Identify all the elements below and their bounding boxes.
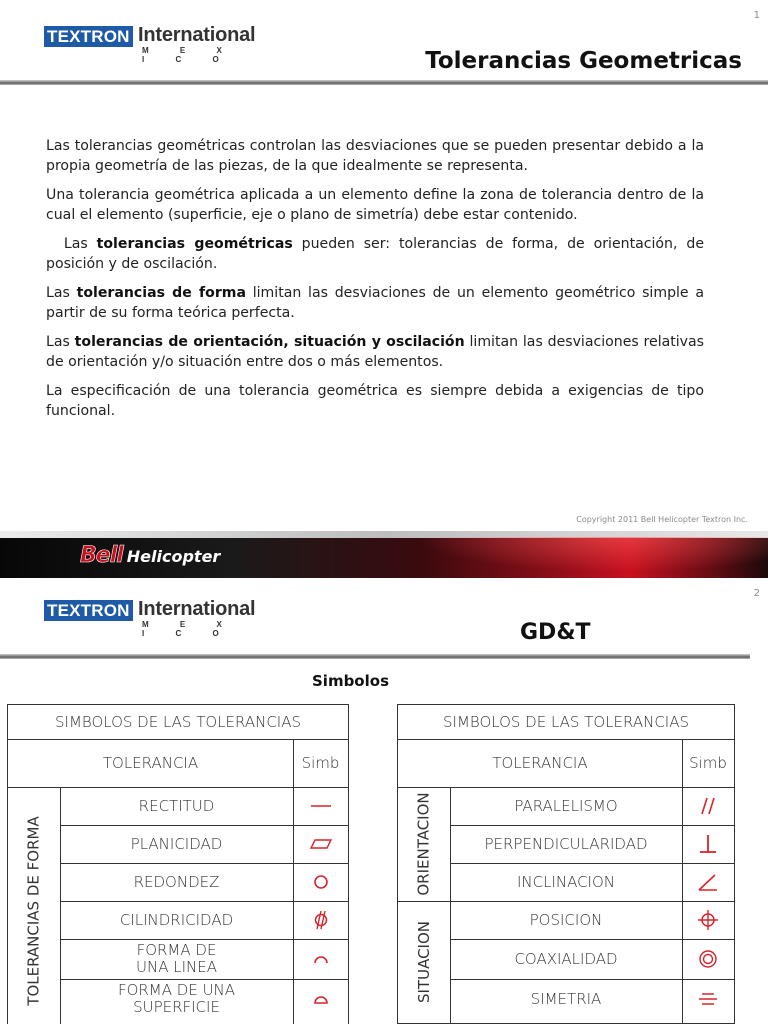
bell-helicopter-logo [80,543,220,568]
textron-wordmark: TEXTRON [44,600,133,621]
flatness-icon [293,825,348,863]
concentricity-icon [682,939,734,979]
textron-international-logo [44,24,258,64]
surface-profile-icon [293,979,348,1019]
table-header: SIMBOLOS DE LAS TOLERANCIAS [55,713,301,731]
orientation-location-tolerances-table [397,704,735,1024]
textron-wordmark: TEXTRON [44,26,133,47]
paragraph: Las tolerancias de orientación, situación y oscilación limitan las desviaciones relativas de orientación y/o situación entre dos o más elementos. [46,334,705,370]
table-row: SIMETRIA [530,990,602,1008]
parallelism-icon [682,787,734,825]
footer-band [0,531,768,578]
title-rule [0,654,750,659]
textron-international-logo [44,598,258,638]
table-row: PARALELISMO [514,797,618,815]
angularity-icon [682,863,734,901]
international-wordmark: International [138,598,256,620]
table-row: INCLINACION [516,873,616,891]
perpendicularity-icon [682,825,734,863]
column-header-simb: Simb [301,754,340,772]
footer-swoosh [380,537,768,578]
page-number: 2 [753,588,760,599]
line-profile-icon [293,939,348,979]
section-label: Simbolos [312,672,389,690]
circularity-icon [293,863,348,901]
form-tolerances-table [7,704,349,1024]
copyright-text: Copyright 2011 Bell Helicopter Textron Inc. [576,515,748,524]
column-header-simb: Simb [689,754,727,772]
international-wordmark: International [138,24,256,46]
paragraph: Las tolerancias geométricas pueden ser: tolerancias de forma, de orientación, de posición y de oscilación. [46,236,709,272]
table-row: FORMA DE UNA LINEA [136,941,217,976]
table-row: PLANICIDAD [130,835,223,853]
position-icon [682,901,734,939]
table-row: REDONDEZ [133,873,220,891]
slide-2 [0,578,768,1024]
group-label: ORIENTACION [415,792,433,896]
table-row: PERPENDICULARIDAD [484,835,648,853]
table-row: POSICION [529,911,603,929]
bell-wordmark: Bell [80,543,123,568]
table-row: CILINDRICIDAD [119,911,234,929]
slide-title: Tolerancias Geometricas [425,48,742,74]
body-text [46,136,709,430]
paragraph: La especificación de una tolerancia geométrica es siempre debida a exigencias de tipo funcional. [46,383,704,419]
paragraph: Una tolerancia geométrica aplicada a un elemento define la zona de tolerancia dentro de la cual el elemento (superficie, eje o plano de simetría) debe estar contenido. [46,187,704,223]
group-label: TOLERANCIAS DE FORMA [25,816,43,1006]
mexico-wordmark: M E X I C O [142,46,237,64]
table-row: RECTITUD [138,797,215,815]
straightness-icon [293,787,348,825]
column-header-tolerancia: TOLERANCIA [492,754,588,772]
page-number: 1 [753,10,760,21]
mexico-wordmark: M E X I C O [142,620,237,638]
paragraph: Las tolerancias geométricas controlan las desviaciones que se pueden presentar debido a la propia geometría de las piezas, de la que idealmente se representa. [46,138,704,174]
column-header-tolerancia: TOLERANCIA [102,754,199,772]
cylindricity-icon [293,901,348,939]
table-row: FORMA DE UNA SUPERFICIE [117,981,236,1016]
paragraph: Las tolerancias de forma limitan las desviaciones de un elemento geométrico simple a partir de su forma teórica perfecta. [46,285,704,321]
slide-title: GD&T [520,620,591,645]
helicopter-wordmark: Helicopter [126,547,221,566]
title-rule [0,80,768,85]
table-row: COAXIALIDAD [514,950,618,968]
table-header: SIMBOLOS DE LAS TOLERANCIAS [443,713,689,731]
group-label: SITUACION [415,920,434,1004]
symmetry-icon [682,979,734,1019]
